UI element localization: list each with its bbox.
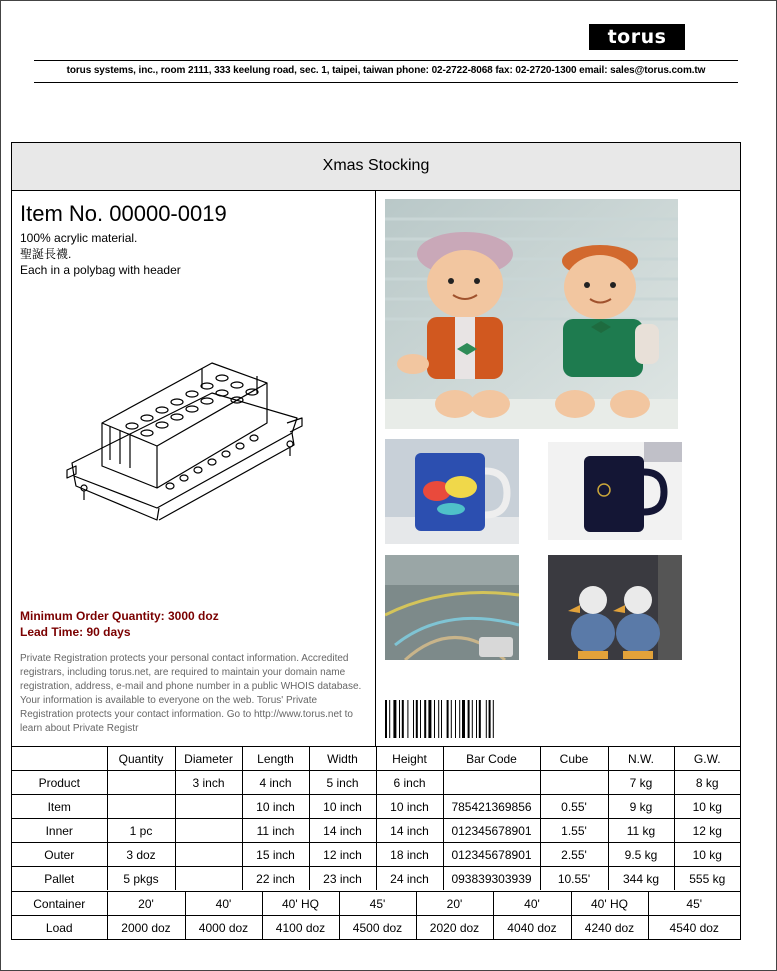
dolls-photo [385, 199, 678, 429]
spec-table [12, 746, 740, 890]
container-cell: 20' [107, 892, 185, 916]
spec-cell: 344 kg [608, 867, 674, 891]
spec-cell: 8 kg [674, 771, 740, 795]
spec-cell: 23 inch [309, 867, 376, 891]
load-label: Load [12, 916, 107, 940]
spec-header-cell: Cube [540, 747, 608, 771]
spec-cell: 12 kg [674, 819, 740, 843]
spec-cell: 10 kg [674, 795, 740, 819]
spec-cell: 24 inch [376, 867, 443, 891]
spec-cell: 3 doz [107, 843, 175, 867]
spec-cell: 9.5 kg [608, 843, 674, 867]
spec-cell: 11 inch [242, 819, 309, 843]
load-cell: 4240 doz [571, 916, 648, 940]
spec-cell [175, 867, 242, 891]
spec-cell: 5 pkgs [107, 867, 175, 891]
spec-cell: 15 inch [242, 843, 309, 867]
spec-cell: 14 inch [309, 819, 376, 843]
load-cell: 4000 doz [185, 916, 262, 940]
privacy-notice: Private Registration protects your personal contact information. Accredited registrars, including torus.net, are required to maintain your domain name registration, address, e-mail and phone number in a public WHOIS database. Your information is available to everyone on the web. Torus' Private Registration protects your contact information. Go to http://www.torus.net to learn about Private Registr [20, 653, 362, 734]
spec-cell [107, 795, 175, 819]
dark-mug-photo [548, 442, 682, 540]
container-cell: 40' HQ [571, 892, 648, 916]
spec-cell: 11 kg [608, 819, 674, 843]
spec-cell: 2.55' [540, 843, 608, 867]
spec-cell: 18 inch [376, 843, 443, 867]
spec-cell: Inner [12, 819, 107, 843]
header-rule-top [34, 60, 738, 61]
spec-cell [175, 819, 242, 843]
container-cell: 45' [339, 892, 416, 916]
spec-header-row [12, 747, 740, 771]
spec-cell [175, 843, 242, 867]
spec-header-cell: Length [242, 747, 309, 771]
spec-header-cell: G.W. [674, 747, 740, 771]
spec-cell [443, 771, 540, 795]
spec-cell: 012345678901 [443, 843, 540, 867]
item-number: Item No. 00000-0019 [20, 201, 227, 226]
column-divider [375, 191, 376, 746]
load-cell: 2020 doz [416, 916, 493, 940]
order-terms [20, 608, 219, 640]
description-line: 100% acrylic material. [20, 231, 138, 245]
spec-header-cell: Diameter [175, 747, 242, 771]
spec-cell: 555 kg [674, 867, 740, 891]
spec-cell: 12 inch [309, 843, 376, 867]
container-table [12, 891, 740, 939]
container-row [12, 892, 740, 916]
spec-cell: 785421369856 [443, 795, 540, 819]
spec-cell: 6 inch [376, 771, 443, 795]
spec-header-cell: N.W. [608, 747, 674, 771]
ducks-photo [548, 555, 682, 660]
container-cell: 45' [648, 892, 740, 916]
spec-cell: 9 kg [608, 795, 674, 819]
spec-row [12, 843, 740, 867]
container-cell: 20' [416, 892, 493, 916]
spec-header-cell: Height [376, 747, 443, 771]
spec-cell: Product [12, 771, 107, 795]
spec-cell: 012345678901 [443, 819, 540, 843]
spec-header-cell: Width [309, 747, 376, 771]
minimum-order-quantity: Minimum Order Quantity: 3000 doz [20, 609, 219, 623]
spec-cell: Outer [12, 843, 107, 867]
torus-logo: torus [589, 24, 685, 50]
spec-cell: 1.55' [540, 819, 608, 843]
spec-cell: Pallet [12, 867, 107, 891]
container-cell: 40' [185, 892, 262, 916]
connector-drawing-icon [62, 348, 307, 528]
container-label: Container [12, 892, 107, 916]
spec-cell: 10 kg [674, 843, 740, 867]
load-cell: 4040 doz [493, 916, 571, 940]
spec-cell: 1 pc [107, 819, 175, 843]
fish-mug-photo [385, 439, 519, 544]
spec-row [12, 867, 740, 891]
spec-cell: 0.55' [540, 795, 608, 819]
spec-cell: 10 inch [242, 795, 309, 819]
lead-time: Lead Time: 90 days [20, 625, 131, 639]
load-row [12, 916, 740, 940]
spec-cell: 093839303939 [443, 867, 540, 891]
spec-header-cell: Quantity [107, 747, 175, 771]
spec-cell: Item [12, 795, 107, 819]
spec-cell: 10.55' [540, 867, 608, 891]
product-title: Xmas Stocking [12, 143, 740, 191]
spec-cell: 22 inch [242, 867, 309, 891]
header-rule-bottom [34, 82, 738, 83]
load-cell: 4100 doz [262, 916, 339, 940]
product-description [20, 230, 181, 278]
description-line: 聖誕長襪. [20, 247, 72, 261]
load-cell: 4540 doz [648, 916, 740, 940]
spec-cell [540, 771, 608, 795]
spec-cell: 10 inch [376, 795, 443, 819]
spec-header-cell [12, 747, 107, 771]
spec-row [12, 771, 740, 795]
container-cell: 40' HQ [262, 892, 339, 916]
spec-cell: 4 inch [242, 771, 309, 795]
container-cell: 40' [493, 892, 571, 916]
spec-row [12, 795, 740, 819]
spec-cell: 10 inch [309, 795, 376, 819]
spec-cell [107, 771, 175, 795]
product-frame [11, 142, 741, 940]
spec-cell [175, 795, 242, 819]
description-line: Each in a polybag with header [20, 263, 181, 277]
desk-photo [385, 555, 519, 660]
spec-cell: 7 kg [608, 771, 674, 795]
load-cell: 2000 doz [107, 916, 185, 940]
load-cell: 4500 doz [339, 916, 416, 940]
contact-line: torus systems, inc., room 2111, 333 keelung road, sec. 1, taipei, taiwan phone: 02-2722-8068 fax: 02-2720-1300 email: sales@torus.com.tw [66, 65, 706, 76]
spec-header-cell: Bar Code [443, 747, 540, 771]
barcode-icon [385, 700, 531, 738]
spec-cell: 3 inch [175, 771, 242, 795]
spec-row [12, 819, 740, 843]
spec-cell: 14 inch [376, 819, 443, 843]
spec-cell: 5 inch [309, 771, 376, 795]
